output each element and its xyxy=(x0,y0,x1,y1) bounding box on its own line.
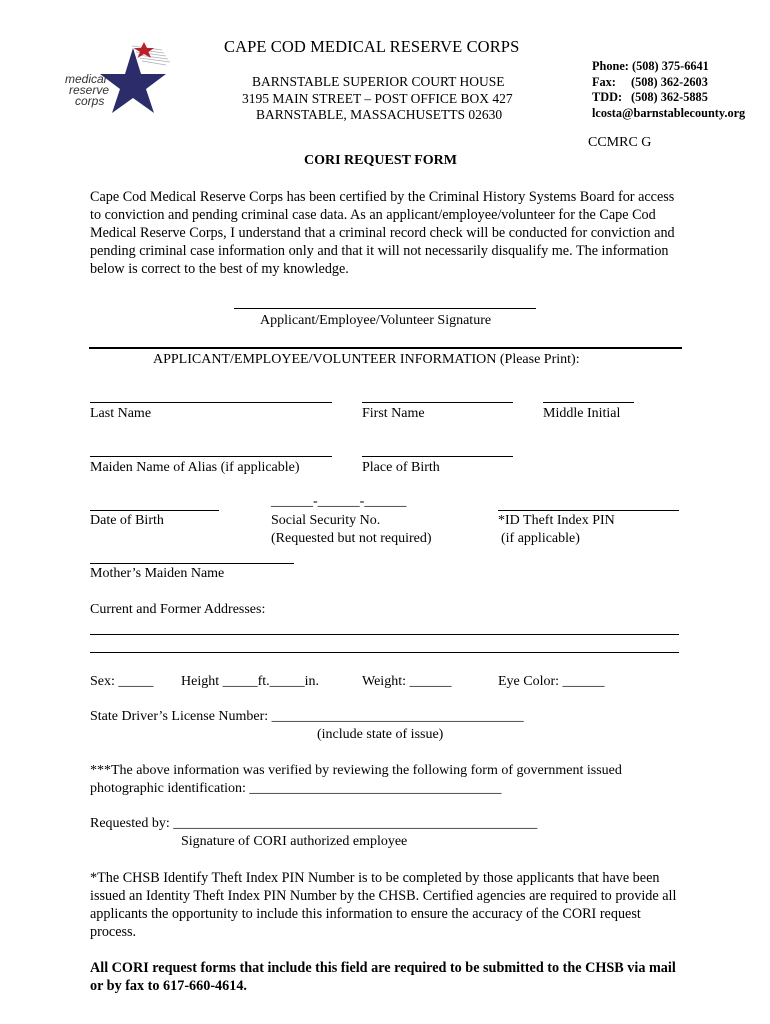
id-theft-pin-note: (if applicable) xyxy=(501,531,580,546)
bold-notice: All CORI request forms that include this field are required to be submitted to the CHSB via mail or by fax to 617-660-4614. xyxy=(90,960,676,994)
license-note: (include state of issue) xyxy=(317,727,444,742)
tdd-number: (508) 362-5885 xyxy=(631,90,708,104)
address-line-3: BARNSTABLE, MASSACHUSETTS 02630 xyxy=(256,107,503,122)
mrc-logo xyxy=(62,40,177,115)
contact-block xyxy=(592,59,745,121)
phone-label: Phone: xyxy=(592,59,629,73)
org-name: CAPE COD MEDICAL RESERVE CORPS xyxy=(224,37,520,56)
date-of-birth-line[interactable] xyxy=(90,510,219,511)
weight-field[interactable]: Weight: ______ xyxy=(362,674,452,689)
footnote-paragraph: *The CHSB Identify Theft Index PIN Number is to be completed by those applicants that have been issued an Identity Theft Index PIN Number by the CHSB. Certified agencies are required to provide all applicants the opportunity to include this information to ensure the accuracy of the CORI request process. xyxy=(90,870,677,940)
form-title: CORI REQUEST FORM xyxy=(304,153,457,168)
fax-row xyxy=(592,75,745,91)
verification-line-1: ***The above information was verified by reviewing the following form of government issued xyxy=(90,763,622,778)
middle-initial-label: Middle Initial xyxy=(543,406,621,421)
mothers-maiden-label: Mother’s Maiden Name xyxy=(90,566,225,581)
address-line-2: 3195 MAIN STREET – POST OFFICE BOX 427 xyxy=(242,91,513,106)
ssn-label: Social Security No. xyxy=(271,513,381,528)
address-line-1: BARNSTABLE SUPERIOR COURT HOUSE xyxy=(252,74,505,89)
logo-text-medical: medical xyxy=(65,72,107,86)
phone-row xyxy=(592,59,745,75)
place-of-birth-label: Place of Birth xyxy=(362,460,440,475)
maiden-name-label: Maiden Name of Alias (if applicable) xyxy=(90,460,300,475)
fax-label: Fax: xyxy=(592,74,616,89)
logo-text-corps: corps xyxy=(75,94,105,108)
verification-line-2[interactable]: photographic identification: ____________________________________ xyxy=(90,781,502,796)
place-of-birth-line[interactable] xyxy=(362,456,513,457)
signature-line[interactable] xyxy=(234,308,536,309)
eye-color-field[interactable]: Eye Color: ______ xyxy=(498,674,605,689)
section-heading: APPLICANT/EMPLOYEE/VOLUNTEER INFORMATION (Please Print): xyxy=(153,352,580,367)
tdd-row xyxy=(592,90,745,106)
ssn-blank[interactable]: ______-______-______ xyxy=(271,494,407,509)
date-of-birth-label: Date of Birth xyxy=(90,513,164,528)
email-address: lcosta@barnstablecounty.org xyxy=(592,105,746,120)
intro-paragraph: Cape Cod Medical Reserve Corps has been certified by the Criminal History Systems Board for access to conviction and pending criminal case data. As an applicant/employee/volunteer for the Cape Cod Medical Reserve Corps, I understand that a criminal record check will be conducted for conviction and pending criminal case information only and that it will not necessarily disqualify me. The information below is correct to the best of my knowledge. xyxy=(90,189,675,277)
ssn-note: (Requested but not required) xyxy=(271,531,432,546)
license-field[interactable]: State Driver’s License Number: ____________________________________ xyxy=(90,709,524,724)
requested-by-note: Signature of CORI authorized employee xyxy=(181,834,408,849)
requested-by-field[interactable]: Requested by: ____________________________________________________ xyxy=(90,816,538,831)
id-theft-pin-line[interactable] xyxy=(498,510,679,511)
height-field[interactable]: Height _____ft._____in. xyxy=(181,674,320,689)
mothers-maiden-line[interactable] xyxy=(90,563,294,564)
phone-number: (508) 375-6641 xyxy=(631,59,709,73)
section-divider xyxy=(89,347,682,349)
form-code: CCMRC G xyxy=(588,135,652,150)
tdd-label: TDD: xyxy=(592,90,623,104)
last-name-line[interactable] xyxy=(90,402,332,403)
id-theft-pin-label: *ID Theft Index PIN xyxy=(498,513,615,528)
logo-text-reserve: reserve xyxy=(69,83,110,97)
maiden-name-line[interactable] xyxy=(90,456,332,457)
fax-number: (508) 362-2603 xyxy=(631,74,708,89)
address-line-b[interactable] xyxy=(90,652,679,653)
addresses-label: Current and Former Addresses: xyxy=(90,602,266,617)
first-name-line[interactable] xyxy=(362,402,513,403)
address-line-a[interactable] xyxy=(90,634,679,635)
first-name-label: First Name xyxy=(362,406,425,421)
sex-field[interactable]: Sex: _____ xyxy=(90,674,154,689)
signature-label: Applicant/Employee/Volunteer Signature xyxy=(260,313,492,328)
middle-initial-line[interactable] xyxy=(543,402,634,403)
last-name-label: Last Name xyxy=(90,406,152,421)
